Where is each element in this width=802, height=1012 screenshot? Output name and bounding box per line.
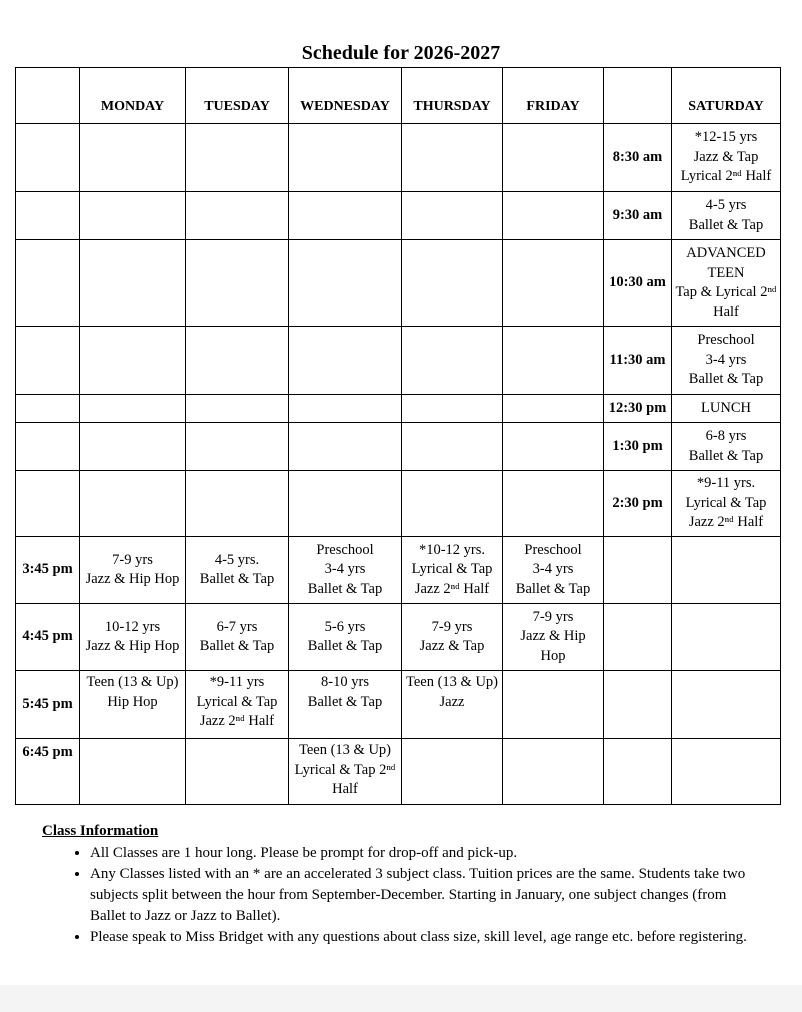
class-line: 4-5 yrs. [214, 551, 260, 568]
class-line: Jazz 2ⁿᵈ Half [414, 580, 490, 597]
empty-cell [672, 537, 781, 604]
empty-cell [289, 471, 402, 537]
empty-cell [289, 124, 402, 192]
schedule-row [16, 739, 781, 805]
empty-cell [186, 471, 289, 537]
class-line: Preschool [316, 541, 374, 558]
class-cell-saturday [672, 192, 781, 240]
class-cell [402, 604, 503, 671]
empty-cell [16, 423, 80, 471]
day-header-monday: MONDAY [80, 68, 186, 124]
empty-cell [503, 124, 604, 192]
class-line: Ballet & Tap [688, 447, 764, 464]
class-line: Lyrical 2ⁿᵈ Half [680, 168, 772, 185]
class-line: 7-9 yrs [112, 551, 153, 568]
schedule-row [16, 192, 781, 240]
class-cell-saturday [672, 423, 781, 471]
empty-cell [186, 423, 289, 471]
class-line: Ballet & Tap [307, 693, 383, 710]
empty-cell [186, 240, 289, 327]
empty-cell [80, 395, 186, 423]
schedule-row [16, 240, 781, 327]
empty-cell [672, 671, 781, 739]
time-cell: 2:30 pm [604, 471, 672, 537]
empty-cell [16, 327, 80, 395]
class-cell [289, 537, 402, 604]
class-line: Hip Hop [107, 693, 158, 710]
class-line: Jazz 2ⁿᵈ Half [688, 514, 764, 531]
empty-cell [503, 471, 604, 537]
class-cell [80, 537, 186, 604]
empty-cell [402, 327, 503, 395]
time-cell: 6:45 pm [16, 739, 80, 805]
empty-cell [503, 395, 604, 423]
empty-cell [289, 395, 402, 423]
empty-cell [80, 471, 186, 537]
corner-cell [16, 68, 80, 124]
class-cell-saturday [672, 124, 781, 192]
time-cell: 3:45 pm [16, 537, 80, 604]
schedule-table [15, 67, 781, 805]
class-cell [80, 671, 186, 739]
schedule-row [16, 423, 781, 471]
class-line: *9-11 yrs. [696, 475, 756, 492]
empty-cell [16, 192, 80, 240]
empty-cell [503, 739, 604, 805]
empty-cell [503, 423, 604, 471]
class-line: 6-8 yrs [705, 428, 747, 444]
time-cell: 11:30 am [604, 327, 672, 395]
class-line: LUNCH [701, 399, 751, 416]
info-bullet: • Please speak to Miss Bridget with any questions about class size, skill level, age range etc. before registering. [90, 927, 762, 948]
class-line: Ballet & Tap [307, 638, 383, 654]
class-line: Lyrical & Tap 2ⁿᵈ [294, 761, 396, 778]
class-line: TEEN [707, 264, 745, 281]
empty-cell [604, 604, 672, 671]
time-cell: 1:30 pm [604, 423, 672, 471]
class-line: 3-4 yrs [324, 561, 366, 578]
class-line: Jazz & Tap [419, 638, 485, 654]
class-line: 5-6 yrs [324, 618, 366, 635]
time-cell: 4:45 pm [16, 604, 80, 671]
class-cell [186, 537, 289, 604]
empty-cell [80, 240, 186, 327]
empty-cell [402, 395, 503, 423]
class-line: 3-4 yrs [705, 351, 747, 368]
empty-cell [672, 739, 781, 805]
class-cell-saturday [672, 327, 781, 395]
time-cell: 10:30 am [604, 240, 672, 327]
empty-cell [503, 671, 604, 739]
class-line: Ballet & Tap [307, 580, 383, 597]
schedule-row [16, 395, 781, 423]
empty-cell [289, 327, 402, 395]
class-information-list [42, 843, 762, 948]
class-line: Lyrical & Tap [685, 494, 767, 511]
class-line: Ballet & Tap [199, 571, 275, 587]
class-line: Ballet & Tap [199, 638, 275, 654]
class-line: Half [332, 781, 358, 797]
class-line: Jazz & Hip [520, 628, 586, 645]
schedule-row [16, 537, 781, 604]
class-line: *12-15 yrs [694, 129, 758, 146]
header-row [16, 68, 781, 124]
info-bullet: • All Classes are 1 hour long. Please be prompt for drop-off and pick-up. [90, 843, 762, 864]
time-cell: 5:45 pm [16, 671, 80, 739]
class-line: Tap & Lyrical 2ⁿᵈ [675, 284, 777, 300]
page-title: Schedule for 2026-2027 [301, 42, 501, 64]
day-header-wednesday: WEDNESDAY [289, 68, 402, 124]
class-cell [186, 671, 289, 739]
class-line: 8-10 yrs [321, 674, 369, 690]
schedule-row [16, 124, 781, 192]
class-line: Ballet & Tap [515, 580, 591, 597]
class-line: Lyrical & Tap [411, 561, 493, 578]
empty-cell [80, 423, 186, 471]
class-cell [289, 739, 402, 805]
info-bullet: • Any Classes listed with an * are an accelerated 3 subject class. Tuition prices are the same. Students take two subjects split between the hour from September-December. Starting in January, one subject changes (from Ballet to Jazz or Jazz to Ballet). [90, 864, 762, 927]
class-line: Jazz & Tap [693, 148, 759, 165]
class-line: 10-12 yrs [104, 618, 161, 635]
empty-cell [186, 327, 289, 395]
empty-cell [402, 192, 503, 240]
class-line: Jazz [439, 693, 465, 710]
empty-cell [80, 124, 186, 192]
empty-cell [402, 240, 503, 327]
schedule-row [16, 604, 781, 671]
class-cell [402, 537, 503, 604]
class-line: Ballet & Tap [688, 371, 764, 388]
empty-cell [16, 124, 80, 192]
empty-cell [289, 240, 402, 327]
empty-cell [80, 739, 186, 805]
class-information-heading: Class Information [42, 823, 159, 839]
empty-cell [604, 537, 672, 604]
class-line: 6-7 yrs [216, 618, 258, 635]
class-line: 7-9 yrs [431, 618, 473, 635]
empty-cell [503, 240, 604, 327]
class-information [42, 821, 762, 948]
schedule-row [16, 671, 781, 739]
empty-cell [186, 739, 289, 805]
class-line: Teen (13 & Up) [86, 674, 179, 690]
class-line: Teen (13 & Up) [299, 742, 391, 758]
class-line: Teen (13 & Up) [406, 674, 498, 690]
class-line: Jazz 2ⁿᵈ Half [199, 713, 275, 729]
time-cell: 9:30 am [604, 192, 672, 240]
class-line: 4-5 yrs [705, 197, 747, 213]
empty-cell [186, 395, 289, 423]
empty-cell [604, 671, 672, 739]
schedule-row [16, 327, 781, 395]
empty-cell [289, 192, 402, 240]
empty-cell [186, 124, 289, 192]
empty-cell [503, 192, 604, 240]
empty-cell [402, 124, 503, 192]
class-line: *10-12 yrs. [418, 541, 486, 558]
class-line: Preschool [697, 332, 755, 349]
class-cell [80, 604, 186, 671]
empty-cell [672, 604, 781, 671]
class-cell [503, 604, 604, 671]
time-cell: 12:30 pm [604, 395, 672, 423]
class-cell [289, 604, 402, 671]
schedule-row [16, 471, 781, 537]
class-line: *9-11 yrs [209, 674, 265, 690]
day-header-tuesday: TUESDAY [186, 68, 289, 124]
day-header-friday: FRIDAY [503, 68, 604, 124]
class-line: Half [713, 303, 739, 320]
class-line: 3-4 yrs [532, 561, 574, 578]
page-footer-band [0, 985, 802, 1012]
day-header-thursday: THURSDAY [402, 68, 503, 124]
day-header-saturday: SATURDAY [672, 68, 781, 124]
class-line: 7-9 yrs [532, 608, 574, 625]
class-cell [503, 537, 604, 604]
class-line: Jazz & Hip Hop [85, 571, 180, 587]
class-cell-saturday [672, 471, 781, 537]
class-cell-saturday [672, 240, 781, 327]
empty-cell [402, 739, 503, 805]
empty-cell [80, 192, 186, 240]
empty-cell [80, 327, 186, 395]
empty-cell [16, 395, 80, 423]
saturday-time-header [604, 68, 672, 124]
class-cell [186, 604, 289, 671]
empty-cell [402, 471, 503, 537]
class-cell [402, 671, 503, 739]
empty-cell [402, 423, 503, 471]
empty-cell [503, 327, 604, 395]
empty-cell [604, 739, 672, 805]
empty-cell [289, 423, 402, 471]
class-line: ADVANCED [686, 245, 766, 261]
class-cell [289, 671, 402, 739]
class-line: Lyrical & Tap [196, 693, 278, 710]
empty-cell [16, 240, 80, 327]
class-line: Preschool [524, 541, 582, 558]
time-cell: 8:30 am [604, 124, 672, 192]
class-line: Hop [540, 647, 566, 664]
empty-cell [16, 471, 80, 537]
class-line: Ballet & Tap [688, 216, 764, 233]
empty-cell [186, 192, 289, 240]
class-line: Jazz & Hip Hop [85, 638, 180, 654]
class-cell-saturday [672, 395, 781, 423]
